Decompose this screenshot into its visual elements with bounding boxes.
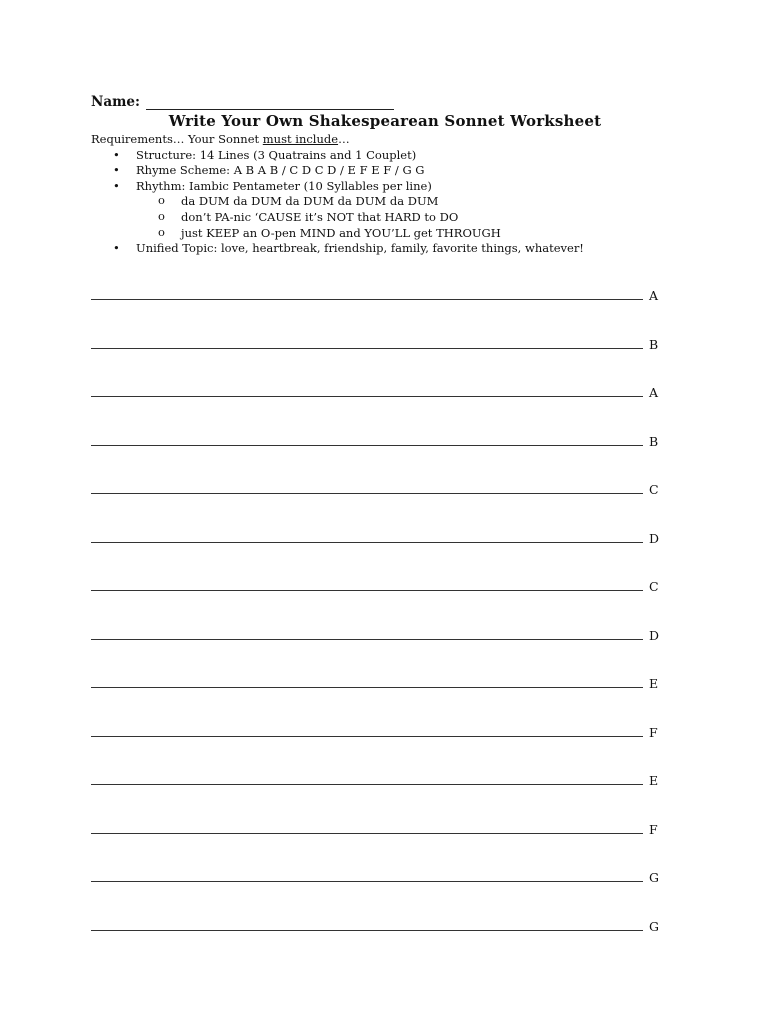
rhyme-letter: F xyxy=(649,821,658,837)
requirements-intro-prefix: Requirements… Your Sonnet xyxy=(91,132,263,146)
rhythm-example xyxy=(136,210,584,226)
requirements-list xyxy=(91,148,584,257)
sonnet-line-blank[interactable] xyxy=(91,576,643,591)
rhythm-example-text: da DUM da DUM da DUM da DUM da DUM xyxy=(181,194,439,209)
sonnet-line-blank[interactable] xyxy=(91,673,643,688)
sonnet-line-blank[interactable] xyxy=(91,334,643,349)
rhythm-examples-list xyxy=(136,194,584,241)
requirement-text: Rhyme Scheme: A B A B / C D C D / E F E F / G G xyxy=(136,163,425,178)
requirements-intro-underlined: must include xyxy=(262,132,339,146)
sonnet-line xyxy=(91,864,659,885)
rhyme-letter: F xyxy=(649,724,658,740)
sonnet-line-blank[interactable] xyxy=(91,528,643,543)
name-row xyxy=(91,94,394,110)
sonnet-line xyxy=(91,476,659,497)
rhyme-letter: E xyxy=(649,773,659,788)
sonnet-line xyxy=(91,767,659,788)
sonnet-line xyxy=(91,913,659,934)
sonnet-line-blank[interactable] xyxy=(91,382,643,397)
requirement-unified-topic xyxy=(91,241,584,257)
requirements-intro-suffix: … xyxy=(338,132,350,146)
sonnet-line xyxy=(91,331,659,352)
sonnet-line xyxy=(91,428,659,449)
sonnet-line-blank[interactable] xyxy=(91,625,643,640)
rhyme-letter: B xyxy=(649,336,659,352)
sonnet-line-blank[interactable] xyxy=(91,722,643,737)
rhyme-letter: D xyxy=(649,530,660,546)
requirement-rhythm xyxy=(91,179,584,241)
rhyme-letter: C xyxy=(649,482,659,497)
sonnet-line-blank[interactable] xyxy=(91,770,643,785)
sonnet-line-blank[interactable] xyxy=(91,819,643,834)
sonnet-line xyxy=(91,719,658,740)
requirement-structure xyxy=(91,148,584,164)
rhythm-example xyxy=(136,226,584,242)
sonnet-line-blank[interactable] xyxy=(91,916,643,931)
worksheet-title: Write Your Own Shakespearean Sonnet Worksheet xyxy=(168,112,602,130)
rhythm-example-text: just KEEP an O-pen MIND and YOU’LL get THROUGH xyxy=(181,225,501,240)
sonnet-line xyxy=(91,573,659,594)
rhyme-letter: G xyxy=(649,870,659,885)
sonnet-line xyxy=(91,622,660,643)
requirement-text: Rhythm: Iambic Pentameter (10 Syllables per line) xyxy=(136,178,432,193)
rhyme-letter: D xyxy=(649,627,660,643)
rhyme-letter: A xyxy=(649,288,659,303)
name-label: Name: xyxy=(91,94,140,110)
sonnet-line-blank[interactable] xyxy=(91,431,643,446)
sonnet-line-blank[interactable] xyxy=(91,479,643,494)
requirements-intro xyxy=(91,132,584,148)
sonnet-line xyxy=(91,816,658,837)
requirements-section xyxy=(91,132,584,257)
name-field[interactable] xyxy=(146,95,394,110)
requirement-text: Structure: 14 Lines (3 Quatrains and 1 Couplet) xyxy=(136,147,417,162)
requirement-rhyme-scheme xyxy=(91,163,584,179)
requirement-text: Unified Topic: love, heartbreak, friendship, family, favorite things, whatever! xyxy=(136,241,584,256)
rhyme-letter: C xyxy=(649,579,659,594)
sonnet-line xyxy=(91,282,659,303)
rhyme-letter: G xyxy=(649,918,659,934)
sonnet-line xyxy=(91,525,660,546)
sonnet-line-blank[interactable] xyxy=(91,285,643,300)
sonnet-line xyxy=(91,670,659,691)
rhythm-example xyxy=(136,194,584,210)
rhyme-letter: E xyxy=(649,676,659,691)
rhythm-example-text: don’t PA-nic ‘CAUSE it’s NOT that HARD to DO xyxy=(181,209,459,224)
rhyme-letter: A xyxy=(649,385,659,400)
rhyme-letter: B xyxy=(649,433,659,449)
sonnet-line xyxy=(91,379,659,400)
sonnet-line-blank[interactable] xyxy=(91,867,643,882)
